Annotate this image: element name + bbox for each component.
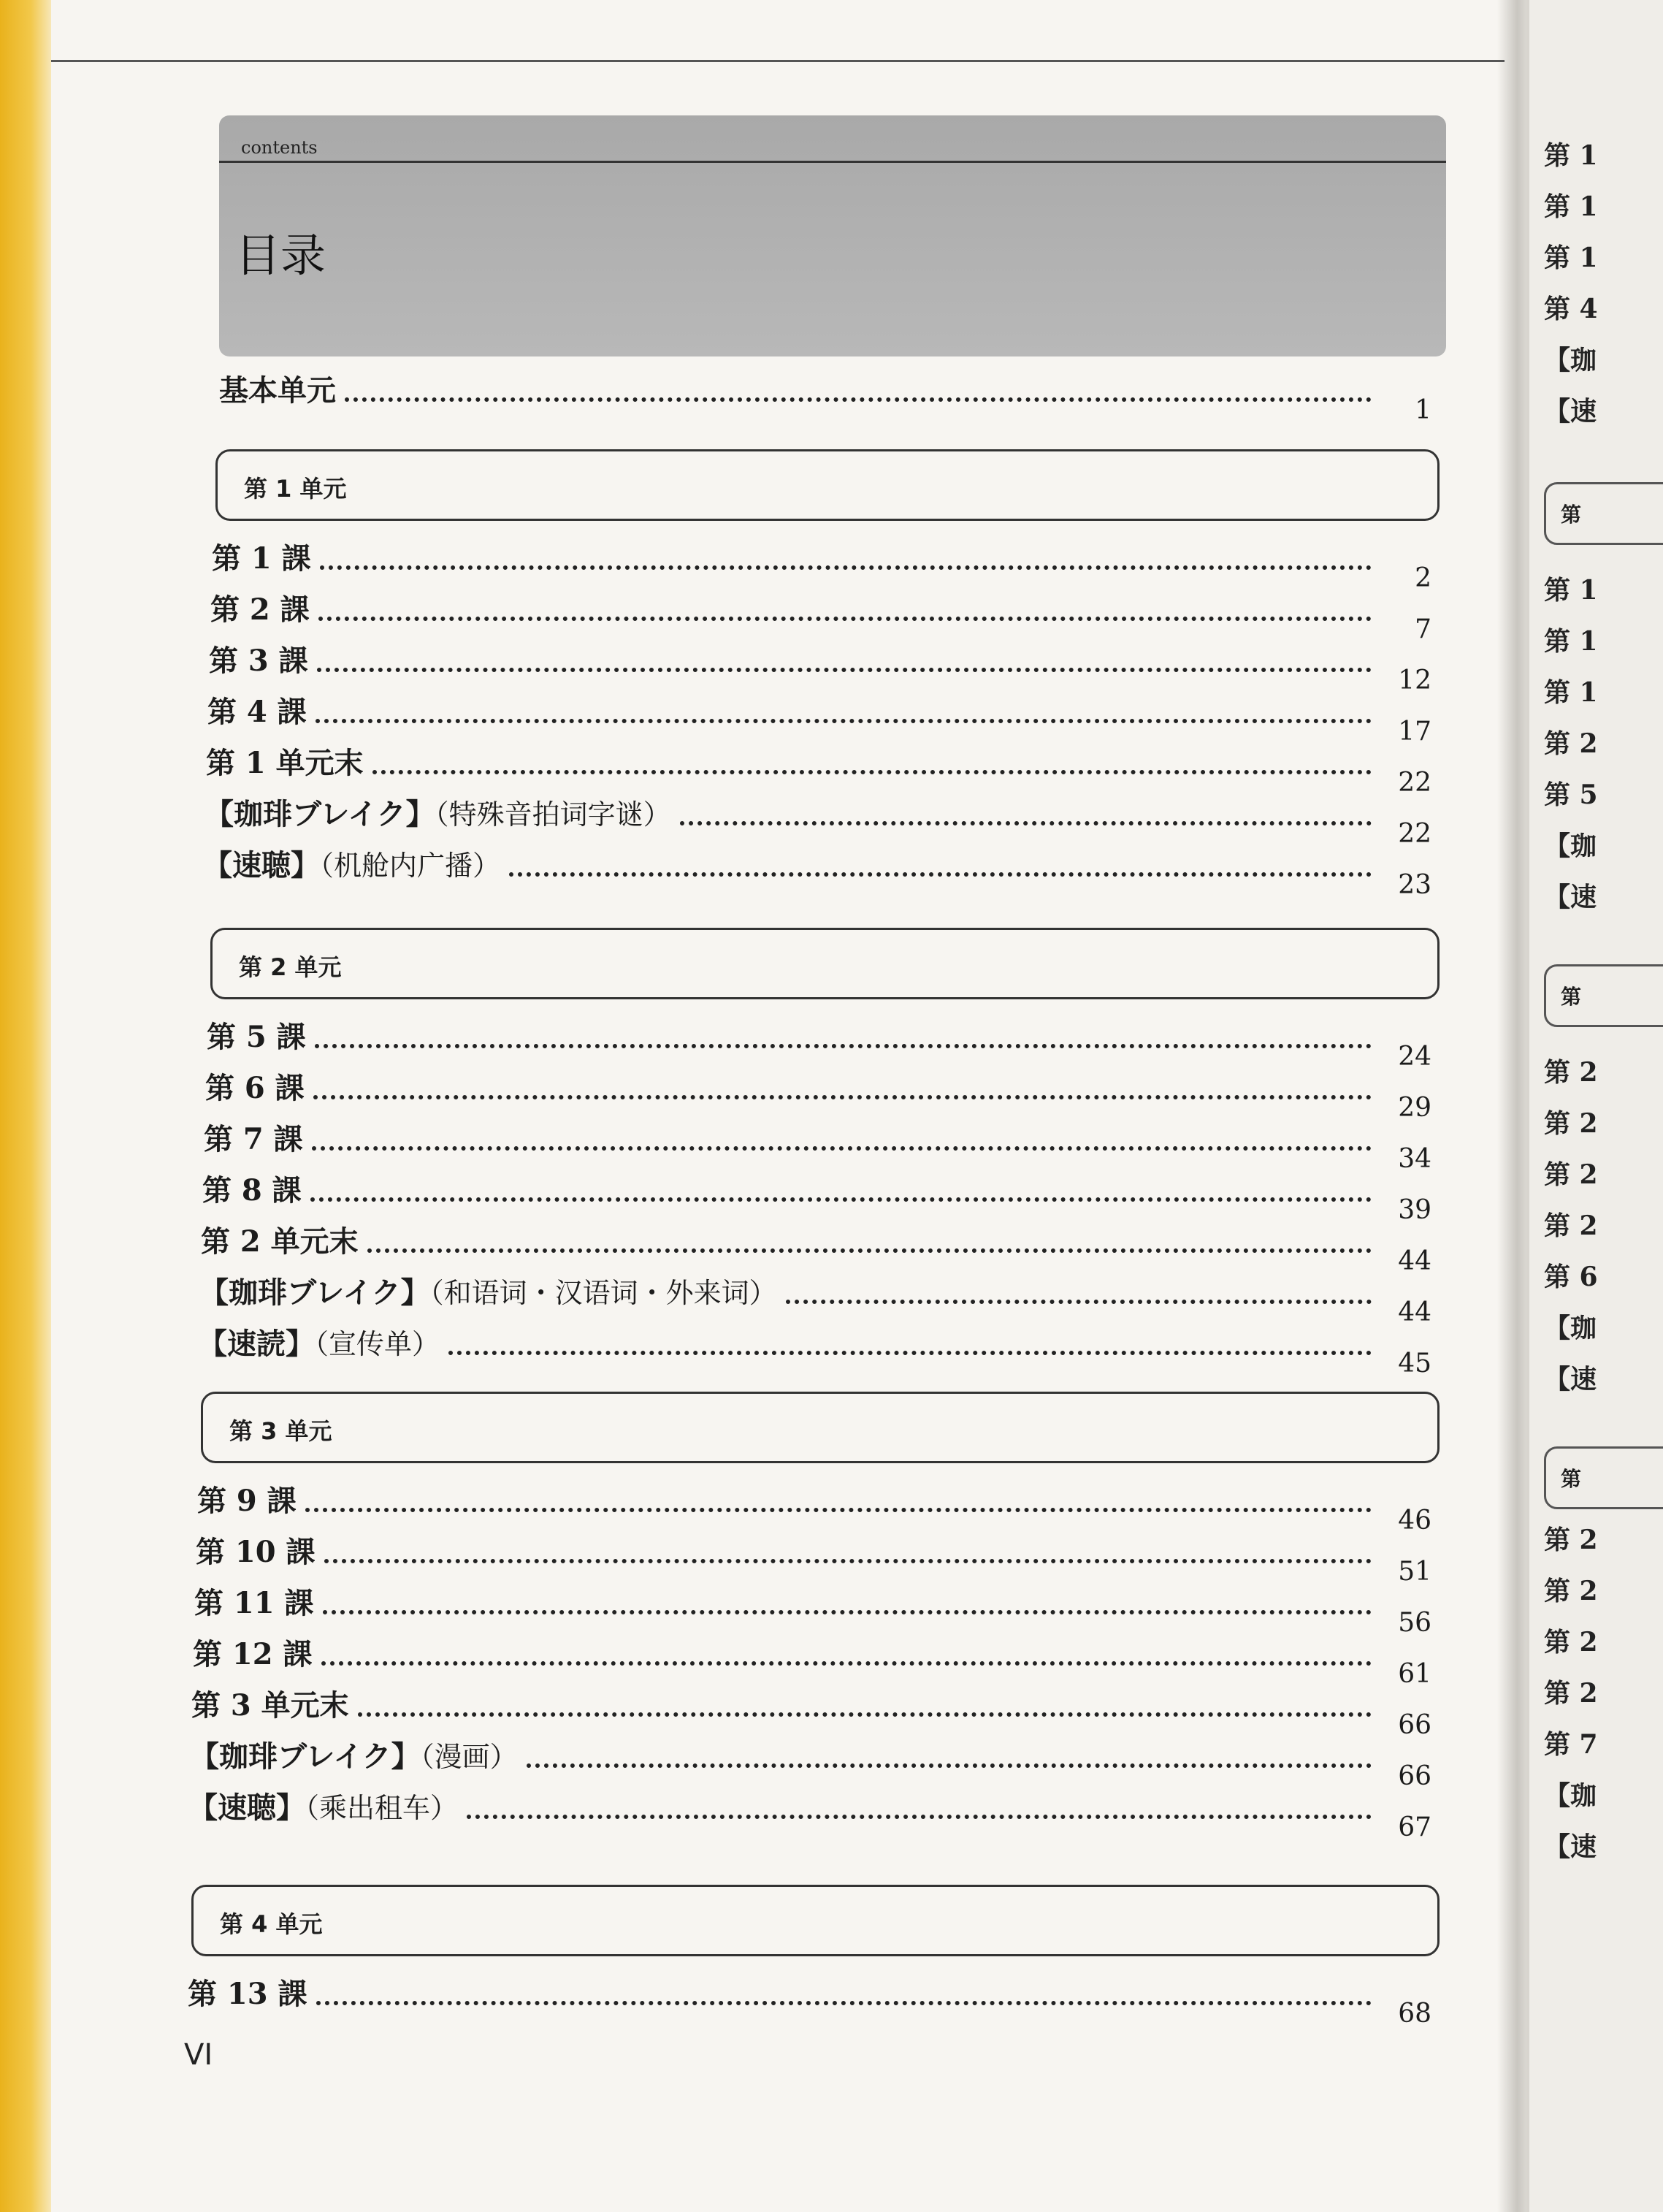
unit-header-label: 第 2 单元 — [239, 953, 342, 981]
toc-entry-subtitle: （漫画） — [420, 1741, 518, 1773]
right-page-entry: 【珈 — [1544, 345, 1597, 375]
toc-page-number: 22 — [1398, 819, 1431, 849]
leader-dots — [305, 1508, 1372, 1512]
leader-dots — [321, 1661, 1372, 1666]
toc-entry-title: 第 4 課 — [207, 695, 307, 729]
right-page-unit-box — [1544, 1446, 1663, 1509]
leader-dots — [527, 1763, 1372, 1768]
toc-entry-label — [193, 1631, 313, 1673]
toc-page-number: 2 — [1415, 563, 1431, 593]
toc-entry-title: 第 3 課 — [209, 644, 308, 678]
toc-entry[interactable] — [210, 584, 1431, 644]
toc-entry-title: 第 2 单元末 — [201, 1224, 359, 1259]
toc-entry-title: 【珈琲ブレイク】 — [204, 797, 435, 831]
leader-dots — [786, 1300, 1372, 1304]
right-page-unit-box — [1544, 964, 1663, 1027]
top-rule — [51, 60, 1505, 62]
toc-page-number: 1 — [1415, 395, 1431, 425]
toc-entry[interactable] — [203, 840, 1431, 900]
toc-entry[interactable] — [197, 1476, 1431, 1536]
right-page-entry: 第 2 — [1544, 1210, 1598, 1241]
toc-entry-label — [191, 1682, 349, 1724]
toc-entry-title: 【珈琲ブレイク】 — [199, 1275, 430, 1310]
right-page-entry: 第 2 — [1544, 728, 1598, 759]
toc-entry-label — [204, 791, 671, 833]
toc-entry-label — [212, 535, 311, 577]
toc-page-number: 68 — [1398, 1999, 1431, 2029]
right-page-entry: 第 6 — [1544, 1262, 1598, 1292]
toc-entry-label — [190, 1734, 518, 1775]
right-page-entry: 第 2 — [1544, 1576, 1598, 1606]
leader-dots — [317, 668, 1372, 672]
toc-entry-label — [210, 587, 310, 628]
right-page-entry: 第 2 — [1544, 1678, 1598, 1709]
leader-dots — [367, 1248, 1372, 1253]
toc-entry[interactable] — [191, 1680, 1431, 1740]
toc-entry[interactable] — [212, 533, 1431, 593]
toc-entry-title: 基本单元 — [219, 373, 336, 408]
unit-header-label: 第 4 单元 — [220, 1910, 323, 1938]
toc-entry-label — [219, 367, 336, 409]
toc-entry[interactable] — [202, 1165, 1431, 1225]
contents-label: contents — [241, 137, 318, 158]
toc-entry-subtitle: （宣传单） — [315, 1328, 440, 1360]
right-page-entry: 【速 — [1544, 1364, 1597, 1395]
toc-entry-title: 第 10 課 — [196, 1535, 316, 1569]
leader-dots — [358, 1712, 1372, 1717]
right-page-entry: 【珈 — [1544, 1313, 1597, 1343]
right-page-entry: 【珈 — [1544, 1780, 1597, 1811]
leader-dots — [316, 2001, 1372, 2005]
unit-header-box — [201, 1392, 1440, 1463]
right-page-unit-label: 第 — [1561, 1467, 1582, 1491]
toc-page-number: 51 — [1398, 1557, 1431, 1587]
toc-entry-title: 【速聴】 — [203, 848, 320, 882]
right-page-entry: 第 2 — [1544, 1627, 1598, 1658]
toc-entry[interactable] — [207, 1012, 1431, 1072]
toc-page-number: 46 — [1398, 1506, 1431, 1536]
toc-entry[interactable] — [188, 1969, 1431, 2029]
toc-entry[interactable] — [219, 365, 1431, 425]
toc-entry[interactable] — [198, 1319, 1431, 1378]
toc-entry-label — [202, 1167, 302, 1209]
toc-entry[interactable] — [196, 1527, 1431, 1587]
toc-entry-label — [188, 1785, 458, 1826]
unit-header-box — [210, 928, 1440, 999]
toc-entry-title: 第 13 課 — [188, 1977, 307, 2011]
right-page-entry: 第 7 — [1544, 1729, 1598, 1760]
toc-page-number: 66 — [1398, 1761, 1431, 1791]
toc-entry-title: 【速読】 — [198, 1327, 315, 1361]
toc-entry[interactable] — [205, 1063, 1431, 1123]
contents-rule — [219, 161, 1446, 163]
right-page-entry: 第 4 — [1544, 294, 1598, 324]
toc-entry-label — [206, 740, 364, 782]
page-number: VI — [184, 2038, 213, 2072]
toc-page-number: 22 — [1398, 768, 1431, 798]
right-page-entry: 第 1 — [1544, 677, 1598, 708]
toc-page-number: 29 — [1398, 1093, 1431, 1123]
leader-dots — [310, 1197, 1372, 1202]
toc-entry-title: 第 1 課 — [212, 541, 311, 576]
right-page-entry: 第 1 — [1544, 191, 1598, 222]
right-page — [1526, 0, 1663, 2212]
toc-entry-title: 第 12 課 — [193, 1637, 313, 1671]
toc-entry-label — [188, 1971, 307, 2013]
toc-entry[interactable] — [206, 738, 1431, 798]
toc-entry-label — [207, 689, 307, 731]
leader-dots — [316, 719, 1372, 723]
leader-dots — [680, 821, 1372, 825]
book-cover-edge — [0, 0, 51, 2212]
toc-entry[interactable] — [209, 636, 1431, 695]
toc-entry-label — [194, 1580, 314, 1622]
toc-entry[interactable] — [201, 1216, 1431, 1276]
toc-entry-label — [205, 1065, 305, 1107]
toc-page-number: 67 — [1398, 1812, 1431, 1842]
toc-entry[interactable] — [204, 1114, 1431, 1174]
toc-entry-label — [209, 638, 308, 679]
toc-entry-label — [196, 1529, 316, 1571]
toc-page-number: 44 — [1398, 1297, 1431, 1327]
toc-entry[interactable] — [199, 1267, 1431, 1327]
right-page-entry: 第 2 — [1544, 1057, 1598, 1088]
right-page-entry: 【珈 — [1544, 831, 1597, 861]
right-page-unit-label: 第 — [1561, 985, 1582, 1009]
toc-entry-title: 第 6 課 — [205, 1071, 305, 1105]
toc-page-number: 24 — [1398, 1042, 1431, 1072]
toc-entry[interactable] — [193, 1629, 1431, 1689]
right-page-entry: 第 2 — [1544, 1159, 1598, 1190]
leader-dots — [313, 1095, 1372, 1099]
toc-entry-title: 第 7 課 — [204, 1122, 303, 1156]
toc-entry-label — [204, 1116, 303, 1158]
toc-entry[interactable] — [204, 789, 1431, 849]
contents-banner — [219, 115, 1446, 356]
toc-page-number: 34 — [1398, 1144, 1431, 1174]
leader-dots — [315, 1044, 1372, 1048]
toc-entry-title: 第 2 課 — [210, 592, 310, 627]
toc-entry[interactable] — [190, 1731, 1431, 1791]
right-page-unit-box — [1544, 482, 1663, 545]
unit-header-box — [191, 1885, 1440, 1956]
leader-dots — [323, 1610, 1372, 1614]
toc-entry-label — [201, 1218, 359, 1260]
leader-dots — [372, 770, 1372, 774]
toc-entry-subtitle: （机舱内广播） — [320, 850, 501, 882]
right-page-entry: 【速 — [1544, 882, 1597, 912]
right-page-unit-label: 第 — [1561, 503, 1582, 527]
toc-entry-title: 第 5 課 — [207, 1020, 306, 1054]
toc-entry-subtitle: （乘出租车） — [305, 1792, 459, 1824]
toc-entry[interactable] — [194, 1578, 1431, 1638]
toc-entry-title: 第 3 单元末 — [191, 1688, 349, 1723]
leader-dots — [312, 1146, 1372, 1151]
leader-dots — [318, 617, 1372, 621]
right-page-entry: 第 2 — [1544, 1525, 1598, 1555]
toc-entry-label — [207, 1014, 306, 1056]
unit-header-label: 第 3 单元 — [229, 1417, 332, 1445]
toc-page-number: 12 — [1398, 665, 1431, 695]
right-page-entry: 第 5 — [1544, 779, 1598, 810]
right-page-entry: 第 1 — [1544, 575, 1598, 606]
toc-page-number: 66 — [1398, 1710, 1431, 1740]
toc-entry-title: 第 8 課 — [202, 1173, 302, 1208]
right-page-entry: 第 2 — [1544, 1108, 1598, 1139]
toc-entry-label — [203, 842, 500, 884]
toc-entry-label — [197, 1478, 297, 1519]
right-page-entry: 第 1 — [1544, 140, 1598, 171]
toc-page-number: 44 — [1398, 1246, 1431, 1276]
leader-dots — [324, 1559, 1372, 1563]
toc-entry-title: 【速聴】 — [188, 1790, 305, 1825]
toc-page-number: 61 — [1398, 1659, 1431, 1689]
toc-entry-subtitle: （特殊音拍词字谜） — [435, 798, 671, 831]
toc-entry[interactable] — [188, 1782, 1431, 1842]
page-title: 目录 — [235, 229, 326, 282]
leader-dots — [509, 872, 1372, 877]
right-page-entry: 第 1 — [1544, 626, 1598, 657]
unit-header-box — [215, 449, 1440, 521]
leader-dots — [467, 1815, 1372, 1819]
right-page-entry: 【速 — [1544, 1831, 1597, 1862]
toc-entry-title: 第 11 課 — [194, 1586, 314, 1620]
right-page-entry: 【速 — [1544, 396, 1597, 427]
toc-entry-label — [198, 1321, 440, 1362]
toc-page-number: 17 — [1398, 717, 1431, 747]
toc-page-number: 56 — [1398, 1608, 1431, 1638]
leader-dots — [448, 1351, 1372, 1355]
toc-entry-title: 第 9 課 — [197, 1484, 297, 1518]
unit-header-label: 第 1 单元 — [244, 475, 347, 503]
leader-dots — [320, 565, 1372, 570]
toc-entry-title: 第 1 单元末 — [206, 746, 364, 780]
toc-entry-title: 【珈琲ブレイク】 — [190, 1739, 421, 1774]
toc-entry[interactable] — [207, 687, 1431, 747]
toc-page-number: 39 — [1398, 1195, 1431, 1225]
toc-entry-subtitle: （和语词・汉语词・外来词） — [429, 1277, 777, 1309]
leader-dots — [345, 397, 1372, 402]
toc-entry-label — [199, 1270, 777, 1311]
toc-page-number: 7 — [1415, 614, 1431, 644]
toc-page-number: 45 — [1398, 1349, 1431, 1378]
toc-page-number: 23 — [1398, 870, 1431, 900]
right-page-entry: 第 1 — [1544, 243, 1598, 273]
